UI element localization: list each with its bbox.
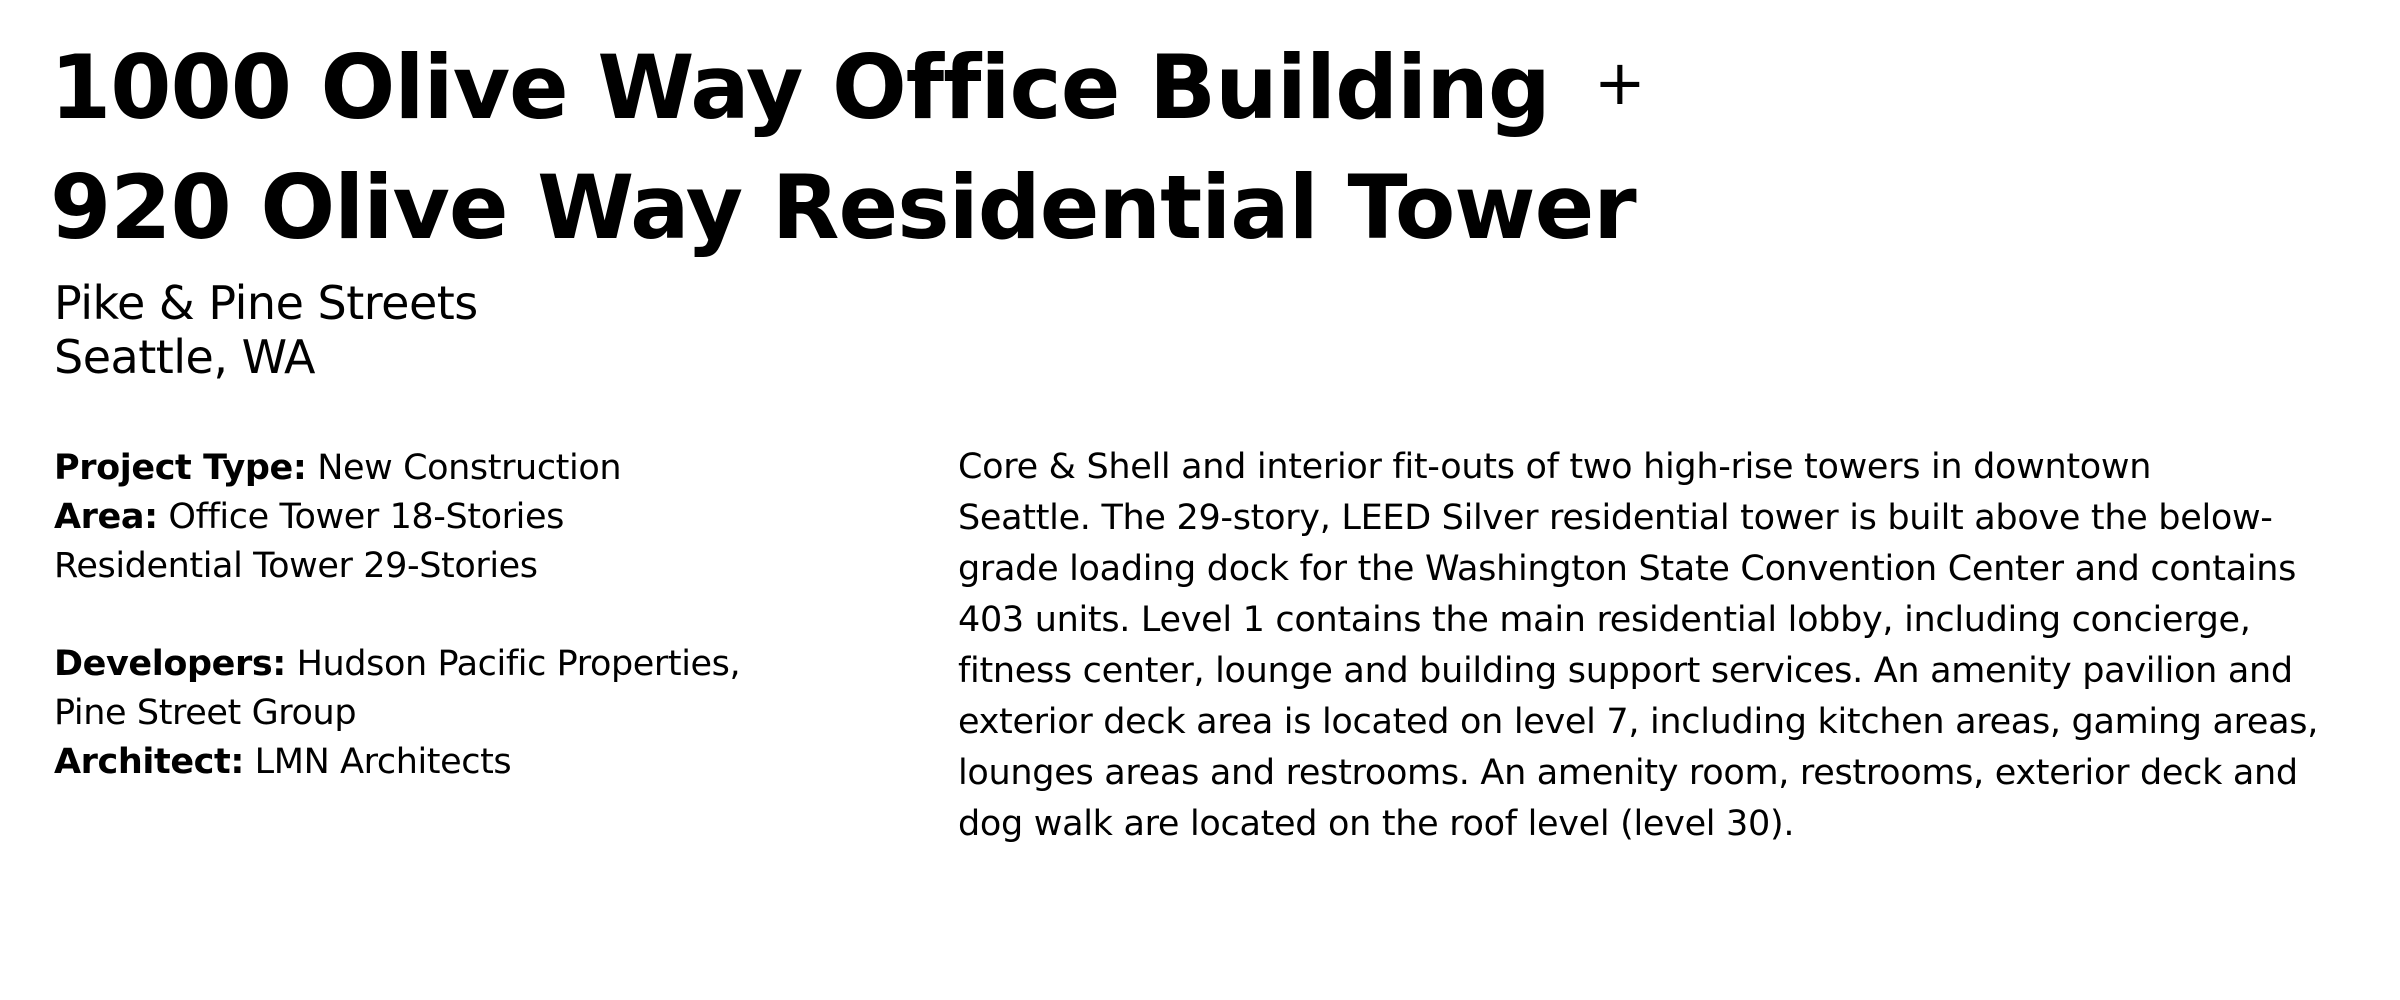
description-line: Core & Shell and interior fit-outs of two high-rise towers in downtown <box>958 447 2152 487</box>
description-line: lounges areas and restrooms. An amenity room, restrooms, exterior deck and <box>958 753 2298 793</box>
project-type-row <box>54 444 874 493</box>
project-type-label: Project Type: <box>54 448 307 488</box>
developers-row <box>54 640 874 689</box>
plus-sign: + <box>1593 46 1645 119</box>
address-street: Pike & Pine Streets <box>54 276 478 330</box>
area-value-office: Office Tower 18-Stories <box>157 497 564 537</box>
architect-row <box>54 738 874 787</box>
description-line: grade loading dock for the Washington State Convention Center and contains <box>958 549 2297 589</box>
details-spacer <box>54 591 874 640</box>
architect-value: LMN Architects <box>243 742 512 782</box>
area-row <box>54 493 874 542</box>
project-description <box>958 442 2358 850</box>
description-line: exterior deck area is located on level 7, including kitchen areas, gaming areas, <box>958 702 2319 742</box>
project-address <box>54 276 478 384</box>
developers-value-continued: Pine Street Group <box>54 693 357 733</box>
title-office-building: 1000 Olive Way Office Building <box>50 36 1550 139</box>
project-type-value: New Construction <box>306 448 622 488</box>
project-title-line-1 <box>50 36 1645 139</box>
description-line: dog walk are located on the roof level (level 30). <box>958 804 1795 844</box>
address-city: Seattle, WA <box>54 330 316 384</box>
developers-label: Developers: <box>54 644 286 684</box>
description-line: 403 units. Level 1 contains the main residential lobby, including concierge, <box>958 600 2251 640</box>
project-title-line-2: 920 Olive Way Residential Tower <box>50 156 1636 259</box>
architect-label: Architect: <box>54 742 244 782</box>
developers-value: Hudson Pacific Properties, <box>285 644 741 684</box>
area-value-residential: Residential Tower 29-Stories <box>54 546 538 586</box>
description-line: fitness center, lounge and building support services. An amenity pavilion and <box>958 651 2293 691</box>
description-line: Seattle. The 29-story, LEED Silver residential tower is built above the below- <box>958 498 2273 538</box>
project-details <box>54 444 874 787</box>
area-label: Area: <box>54 497 158 537</box>
